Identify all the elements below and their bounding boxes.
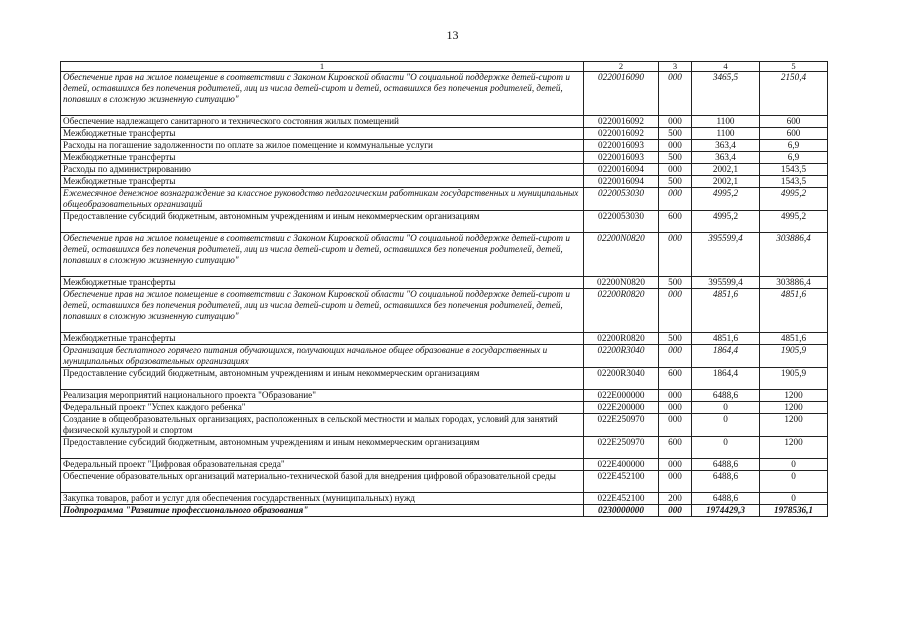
row-amount-2022-cell: 6,9 (760, 140, 828, 152)
row-name-cell: Предоставление субсидий бюджетным, автономным учреждениям и иным некоммерческим организациям (61, 211, 584, 233)
row-amount-2022-cell: 0 (760, 471, 828, 493)
row-amount-2021-cell: 363,4 (692, 140, 760, 152)
row-amount-2022-cell: 4995,2 (760, 211, 828, 233)
row-amount-2022-cell: 303886,4 (760, 277, 828, 289)
row-name-cell: Обеспечение прав на жилое помещение в соответствии с Законом Кировской области "О социальной поддержке детей-сирот и детей, оставшихся без попечения родителей, лиц из числа детей-сирот и детей, оставшихся без попечения родителей, детей, попавших в сложную жизненную ситуацию" (61, 289, 584, 333)
row-expense-type-cell: 000 (659, 164, 692, 176)
table-row (61, 211, 828, 233)
column-number: 2 (584, 62, 659, 72)
row-name-cell: Создание в общеобразовательных организациях, расположенных в сельской местности и малых городах, условий для занятий физической культурой и спортом (61, 414, 584, 437)
row-expense-type-cell: 000 (659, 414, 692, 437)
row-code-cell: 02200R3040 (584, 345, 659, 368)
row-amount-2022-cell: 4851,6 (760, 333, 828, 345)
column-number: 5 (760, 62, 828, 72)
row-name-cell: Обеспечение прав на жилое помещение в соответствии с Законом Кировской области "О социальной поддержке детей-сирот и детей, оставшихся без попечения родителей, лиц из числа детей-сирот и детей, оставшихся без попечения родителей, детей, попавших в сложную жизненную ситуацию" (61, 72, 584, 116)
row-code-cell: 0220016093 (584, 140, 659, 152)
row-amount-2022-cell: 4851,6 (760, 289, 828, 333)
row-amount-2021-cell: 4851,6 (692, 333, 760, 345)
row-name-cell: Межбюджетные трансферты (61, 152, 584, 164)
row-amount-2022-cell: 303886,4 (760, 233, 828, 277)
row-amount-2021-cell: 0 (692, 414, 760, 437)
table-row (61, 116, 828, 128)
row-name-cell: Расходы по администрированию (61, 164, 584, 176)
row-name-cell: Федеральный проект "Цифровая образовательная среда" (61, 459, 584, 471)
row-name-cell: Предоставление субсидий бюджетным, автономным учреждениям и иным некоммерческим организациям (61, 368, 584, 390)
row-code-cell: 02200N0820 (584, 233, 659, 277)
row-amount-2021-cell: 4851,6 (692, 289, 760, 333)
row-amount-2022-cell: 1200 (760, 402, 828, 414)
row-expense-type-cell: 500 (659, 128, 692, 140)
row-amount-2022-cell: 0 (760, 493, 828, 505)
row-amount-2021-cell: 4995,2 (692, 211, 760, 233)
row-amount-2021-cell: 6488,6 (692, 471, 760, 493)
row-code-cell: 0220016092 (584, 116, 659, 128)
row-code-cell: 02200R3040 (584, 368, 659, 390)
row-amount-2022-cell: 1543,5 (760, 176, 828, 188)
table-row (61, 72, 828, 116)
row-amount-2022-cell: 6,9 (760, 152, 828, 164)
table-row (61, 493, 828, 505)
row-amount-2021-cell: 1864,4 (692, 345, 760, 368)
row-code-cell: 0220053030 (584, 188, 659, 211)
row-name-cell: Обеспечение прав на жилое помещение в соответствии с Законом Кировской области "О социальной поддержке детей-сирот и детей, оставшихся без попечения родителей, лиц из числа детей-сирот и детей, оставшихся без попечения родителей, детей, попавших в сложную жизненную ситуацию" (61, 233, 584, 277)
table-row (61, 459, 828, 471)
table-row (61, 233, 828, 277)
column-number-row (61, 62, 828, 72)
row-name-cell: Закупка товаров, работ и услуг для обеспечения государственных (муниципальных) нужд (61, 493, 584, 505)
row-code-cell: 02200R0820 (584, 289, 659, 333)
table-row (61, 188, 828, 211)
row-name-cell: Обеспечение образовательных организаций материально-технической базой для внедрения цифровой образовательной среды (61, 471, 584, 493)
row-code-cell: 022E452100 (584, 493, 659, 505)
row-expense-type-cell: 000 (659, 188, 692, 211)
row-name-cell: Межбюджетные трансферты (61, 277, 584, 289)
row-amount-2021-cell: 1864,4 (692, 368, 760, 390)
row-name-cell: Предоставление субсидий бюджетным, автономным учреждениям и иным некоммерческим организациям (61, 437, 584, 459)
row-name-cell: Межбюджетные трансферты (61, 128, 584, 140)
row-code-cell: 0220016092 (584, 128, 659, 140)
table-row (61, 176, 828, 188)
row-name-cell: Ежемесячное денежное вознаграждение за классное руководство педагогическим работникам государственных и муниципальных общеобразовательных организаций (61, 188, 584, 211)
row-expense-type-cell: 000 (659, 140, 692, 152)
page-number: 13 (446, 28, 459, 42)
table-row (61, 345, 828, 368)
row-expense-type-cell: 500 (659, 277, 692, 289)
row-expense-type-cell: 000 (659, 505, 692, 517)
row-amount-2022-cell: 1200 (760, 414, 828, 437)
row-expense-type-cell: 000 (659, 459, 692, 471)
row-amount-2022-cell: 1978536,1 (760, 505, 828, 517)
row-amount-2021-cell: 6488,6 (692, 390, 760, 402)
row-code-cell: 022E250970 (584, 437, 659, 459)
table-row (61, 402, 828, 414)
row-name-cell: Подпрограмма "Развитие профессионального образования" (61, 505, 584, 517)
row-expense-type-cell: 000 (659, 289, 692, 333)
row-expense-type-cell: 600 (659, 211, 692, 233)
row-expense-type-cell: 500 (659, 333, 692, 345)
row-code-cell: 0220016090 (584, 72, 659, 116)
row-code-cell: 0220016094 (584, 164, 659, 176)
row-expense-type-cell: 000 (659, 233, 692, 277)
row-code-cell: 022E452100 (584, 471, 659, 493)
row-expense-type-cell: 000 (659, 390, 692, 402)
row-amount-2021-cell: 1100 (692, 116, 760, 128)
row-expense-type-cell: 500 (659, 152, 692, 164)
row-code-cell: 02200R0820 (584, 333, 659, 345)
row-name-cell: Реализация мероприятий национального проекта "Образование" (61, 390, 584, 402)
row-expense-type-cell: 000 (659, 471, 692, 493)
column-number: 4 (692, 62, 760, 72)
row-amount-2021-cell: 6488,6 (692, 493, 760, 505)
row-code-cell: 022E200000 (584, 402, 659, 414)
row-expense-type-cell: 000 (659, 402, 692, 414)
row-amount-2021-cell: 363,4 (692, 152, 760, 164)
row-amount-2022-cell: 1905,9 (760, 368, 828, 390)
table-row (61, 140, 828, 152)
row-name-cell: Федеральный проект "Успех каждого ребенка" (61, 402, 584, 414)
row-code-cell: 0220016094 (584, 176, 659, 188)
table-row (61, 505, 828, 517)
row-code-cell: 02200N0820 (584, 277, 659, 289)
table-row (61, 368, 828, 390)
table-row (61, 471, 828, 493)
row-code-cell: 022E000000 (584, 390, 659, 402)
row-amount-2022-cell: 1905,9 (760, 345, 828, 368)
row-code-cell: 0220016093 (584, 152, 659, 164)
budget-table (60, 61, 828, 517)
table-row (61, 333, 828, 345)
row-amount-2021-cell: 1974429,3 (692, 505, 760, 517)
row-code-cell: 022E250970 (584, 414, 659, 437)
row-amount-2021-cell: 1100 (692, 128, 760, 140)
row-amount-2022-cell: 600 (760, 128, 828, 140)
row-expense-type-cell: 200 (659, 493, 692, 505)
row-amount-2022-cell: 1543,5 (760, 164, 828, 176)
table-row (61, 437, 828, 459)
table-row (61, 390, 828, 402)
row-amount-2022-cell: 2150,4 (760, 72, 828, 116)
row-name-cell: Расходы на погашение задолженности по оплате за жилое помещение и коммунальные услуги (61, 140, 584, 152)
column-number: 3 (659, 62, 692, 72)
row-amount-2022-cell: 4995,2 (760, 188, 828, 211)
row-expense-type-cell: 600 (659, 437, 692, 459)
row-name-cell: Обеспечение надлежащего санитарного и технического состояния жилых помещений (61, 116, 584, 128)
row-name-cell: Межбюджетные трансферты (61, 333, 584, 345)
row-expense-type-cell: 600 (659, 368, 692, 390)
row-expense-type-cell: 000 (659, 345, 692, 368)
row-amount-2021-cell: 0 (692, 437, 760, 459)
row-code-cell: 0230000000 (584, 505, 659, 517)
table-row (61, 164, 828, 176)
row-amount-2022-cell: 0 (760, 459, 828, 471)
table-row (61, 277, 828, 289)
row-amount-2021-cell: 395599,4 (692, 277, 760, 289)
row-code-cell: 022E400000 (584, 459, 659, 471)
row-amount-2022-cell: 1200 (760, 437, 828, 459)
table-row (61, 414, 828, 437)
column-number: 1 (61, 62, 584, 72)
row-name-cell: Организация бесплатного горячего питания обучающихся, получающих начальное общее образование в государственных и муниципальных образовательных организациях (61, 345, 584, 368)
table-row (61, 128, 828, 140)
table-row (61, 289, 828, 333)
row-amount-2021-cell: 3465,5 (692, 72, 760, 116)
row-expense-type-cell: 500 (659, 176, 692, 188)
row-amount-2022-cell: 1200 (760, 390, 828, 402)
row-amount-2021-cell: 6488,6 (692, 459, 760, 471)
row-amount-2021-cell: 2002,1 (692, 176, 760, 188)
row-amount-2022-cell: 600 (760, 116, 828, 128)
row-code-cell: 0220053030 (584, 211, 659, 233)
row-amount-2021-cell: 4995,2 (692, 188, 760, 211)
row-expense-type-cell: 000 (659, 116, 692, 128)
row-expense-type-cell: 000 (659, 72, 692, 116)
row-amount-2021-cell: 395599,4 (692, 233, 760, 277)
table-row (61, 152, 828, 164)
row-amount-2021-cell: 0 (692, 402, 760, 414)
row-amount-2021-cell: 2002,1 (692, 164, 760, 176)
row-name-cell: Межбюджетные трансферты (61, 176, 584, 188)
